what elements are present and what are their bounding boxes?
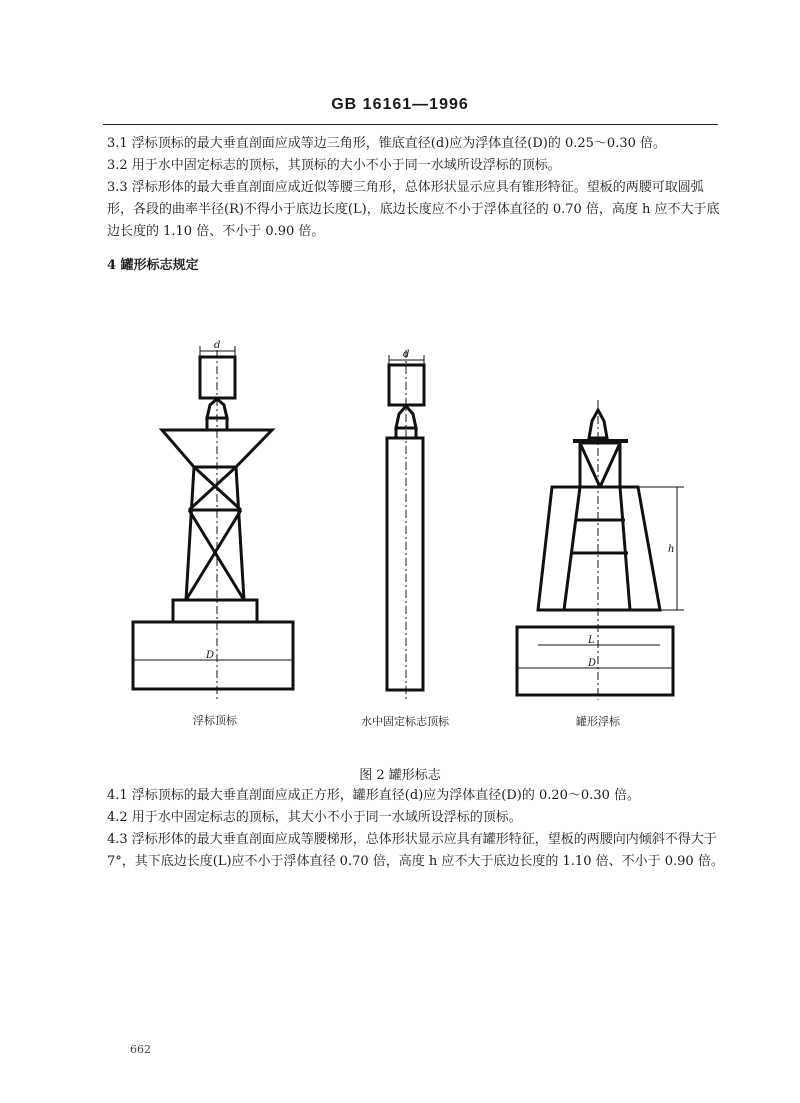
label-d-left: d <box>214 340 221 351</box>
caption-can-buoy: 罐形浮标 <box>576 715 620 728</box>
label-h: h <box>668 544 675 555</box>
label-L: L <box>588 635 595 646</box>
caption-fixed-mark-topmark: 水中固定标志顶标 <box>361 715 449 728</box>
figure-2-drawing <box>0 330 800 730</box>
clause-4-2: 4.2 用于水中固定标志的顶标，其大小不小于同一水域所设浮标的顶标。 <box>107 810 522 825</box>
clause-4-1: 4.1 浮标顶标的最大垂直剖面应成正方形，罐形直径(d)应为浮体直径(D)的 0.20～0.30 倍。 <box>107 788 640 803</box>
clause-3-2: 3.2 用于水中固定标志的顶标，其顶标的大小不小于同一水域所设浮标的顶标。 <box>107 158 561 173</box>
label-D-left: D <box>206 650 215 661</box>
caption-buoy-topmark: 浮标顶标 <box>193 714 237 727</box>
page-number: 662 <box>130 1043 151 1056</box>
page-header: GB 16161—1996 <box>331 96 469 113</box>
label-D-right: D <box>588 658 597 669</box>
label-d-middle: d <box>403 349 410 360</box>
clause-4-3: 4.3 浮标形体的最大垂直剖面应成等腰梯形，总体形状显示应具有罐形特征，望板的两腰向内倾斜不得大于 7°，其下底边长度(L)应不小于浮体直径 0.70 倍，高度 h 应不大于底边长度的 1.10 倍、不小于 0.90 倍。 <box>107 832 724 869</box>
figure-title: 图 2 罐形标志 <box>359 768 441 783</box>
section-4-heading: 4 罐形标志规定 <box>107 258 199 273</box>
clause-3-3: 3.3 浮标形体的最大垂直剖面应成近似等腰三角形，总体形状显示应具有锥形特征。望板的两腰可取圆弧形，各段的曲率半径(R)不得小于底边长度(L)，底边长度应不小于浮体直径的 0.70 倍，高度 h 应不大于底边长度的 1.10 倍、不小于 0.90 倍。 <box>107 180 720 239</box>
can-buoy-drawing <box>517 410 673 695</box>
header-rule <box>103 124 718 125</box>
buoy-topmark-drawing <box>133 357 293 689</box>
clause-3-1: 3.1 浮标顶标的最大垂直剖面应成等边三角形，锥底直径(d)应为浮体直径(D)的 0.25～0.30 倍。 <box>107 136 666 151</box>
